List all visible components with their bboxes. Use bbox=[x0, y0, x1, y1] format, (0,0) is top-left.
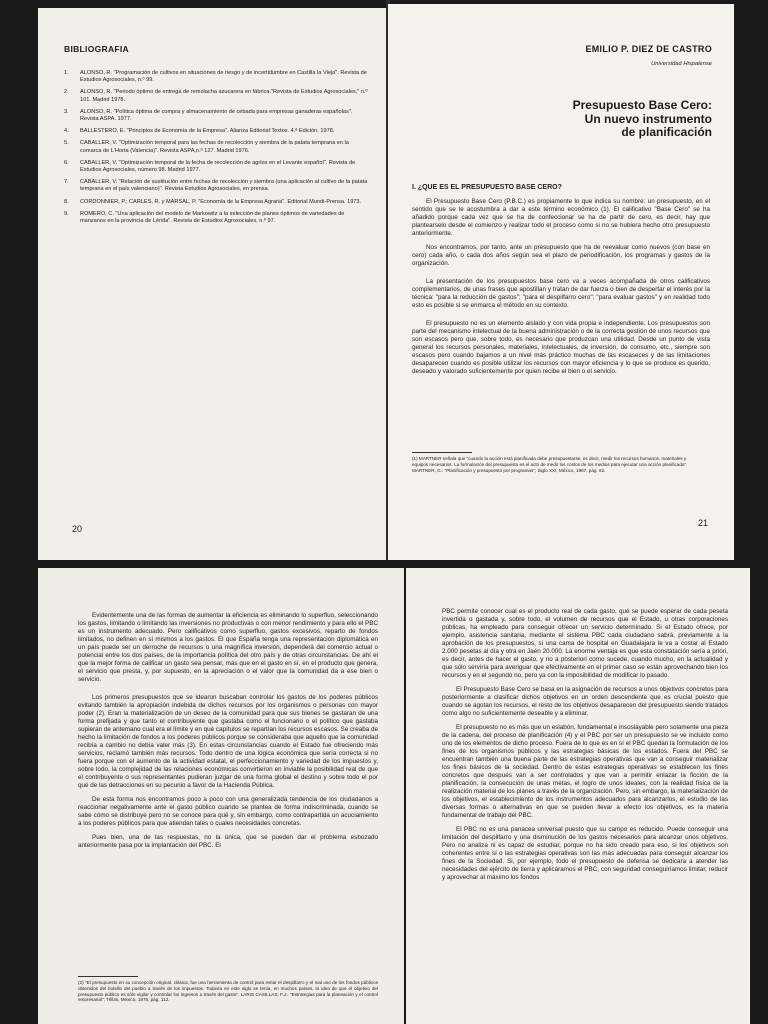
author-affiliation: Universidad Hispalense bbox=[651, 61, 712, 67]
body-text bbox=[442, 608, 728, 888]
paragraph: El presupuesto no es un elemento aislado y con vida propia e independiente. Los presupuestos son parte del mecanismo intelectual de la buena administración o de la correcta gestión de unos recursos que son escasos pero que, sobre todo, es necesario que produzcan una utilidad. Desde un punto de vista general los recursos personales, materiales, intelectuales, de inversión, de consumo, etc., siempre son escasos pero cuando bajamos a un nivel más práctico muchas de las escaseces y de las limitaciones desaparecen cuando es posible utilizar los recursos con mayor eficiencia y lo que se produce es querido, deseado y valorado suficientemente por quien recibe el bien o el servicio. bbox=[412, 320, 710, 375]
reference-text: CORDONNIER, P.; CARLES, R. y MARSAL, P. "Economía de la Empresa Agraria". Editorial Mundi-Prensa. 1973. bbox=[80, 198, 362, 205]
paragraph: Nos encontramos, por tanto, ante un presupuesto que ha de reevaluar como nuevos (con base en cero) cada año, o cada dos años según sea el plazo de periodificación, los programas y gastos de la organización. bbox=[412, 244, 710, 267]
paragraph: El Presupuesto Base Cero (P.B.C.) es propiamente lo que indica su nombre: un presupuesto, en el sentido que se le acostumbra a dar a este término económico (1). El calificativo "Base Cero" se ha añadido porque cada vez que se ha de confeccionar se ha de partir de cero, es decir, hay que plantearselo desde el comienzo y realizar todo el proceso como si no se hubiera hecho otro presupuesto anteriormente. bbox=[412, 198, 710, 237]
page-20 bbox=[38, 8, 386, 560]
reference-item bbox=[64, 89, 368, 103]
reference-number: 3. bbox=[64, 108, 69, 115]
reference-text: ALONSO, R. "Política óptima de compra y almacenamiento de cebada para empresas ganaderas españolas". Revista ASPA. 1977. bbox=[80, 108, 353, 123]
reference-number: 8. bbox=[64, 198, 69, 205]
section-heading: I. ¿QUE ES EL PRESUPUESTO BASE CERO? bbox=[412, 184, 562, 191]
paragraph: El Presupuesto Base Cero se basa en la asignación de recursos a unos objetivos concretos para posteriormente a clasificar dichos objetivos en un orden descendente que es crucial puesto que cuando se agotan los recursos, el resto de los objetivos desaparecen del presupuesto siendo tratados como algo no suficientemente deseable y a eliminar. bbox=[442, 686, 728, 717]
reference-text: BALLESTERO, E. "Principios de Economía de la Empresa". Alianza Editorial Textos. 4.ª Edición. 1978. bbox=[80, 128, 335, 135]
page-number-20: 20 bbox=[72, 524, 83, 534]
reference-text: CABALLER, V. "Optimización temporal de la fecha de recolección de agrios en el Levante español". Revista de Estudios Agrosociales, número 98. Madrid 1977. bbox=[80, 159, 356, 174]
title-line: de planificación bbox=[621, 125, 712, 139]
page-21 bbox=[388, 4, 734, 560]
bibliography-heading: BIBLIOGRAFIA bbox=[64, 44, 129, 54]
paragraph: El presupuesto no es más que un eslabón, fundamental e insoslayable pero solamente una pieza de la cadena, del proceso de planificación (4) y el PBC por ser un presupuesto se ve incluido como uno de los elementos de dicho proceso. Fuera de lo que es en sí el PBC quedan la formulación de los fines de los organismos públicos y las estrategias básicas de los estados. Fuera del PBC se encuentran también una buena parte de las estrategias operativas que van a conseguir materializar los fines básicos de la sociedad. Dentro de estas estrategias operativas se establecen los fines concretos que después van a ser controlados y que van a permitir enlazar la ficción de la planificación, la consecución de unas metas, el logro de unos ideales, con la realidad física de la realización material de los planes a través de la organización. Pero, sin embargo, la materialización de los objetivos, el establecimiento de los instrumentos adecuados para alcanzarlos, el estudio de las diversas formas o alternativas en que se pueden llevar a efecto los objetivos, es la materia fundamental de trabajo del PBC. bbox=[442, 724, 728, 819]
paragraph: La presentación de los presupuestos base cero va a veces acompañada de otros calificativos complementarios, de unas frases que apostillan y tratan de dar fuerza o bien de despertar el interés por la técnica: "para la reducción de gastos"; "para el despilfarro cero"; "para evaluar gastos" y en realidad todo esto es posible si se enmarca el método en su contexto. bbox=[412, 278, 710, 309]
reference-item bbox=[64, 128, 368, 135]
reference-text: ALONSO, R. "Programación de cultivos en situaciones de riesgo y de incertidumbre en Castilla la Vieja". Revista de Estudios Agrosociales, n.º 99. bbox=[80, 70, 367, 84]
reference-item bbox=[64, 160, 368, 174]
reference-item bbox=[64, 109, 368, 123]
reference-number: 7. bbox=[64, 179, 69, 186]
title-line: Un nuevo instrumento bbox=[584, 111, 712, 126]
reference-item bbox=[64, 140, 368, 154]
reference-item bbox=[64, 70, 368, 84]
paragraph: De esta forma nos encontramos poco a poco con una generalizada tendencia de los ciudadanos a reaccionar negativamente ante el gasto público cuando se plantea de forma indiscriminada, cuando se sabe cómo se distribuye pero no se conoce para qué y, sin embargo, como contrapartida un acuciamiento a los poderes públicos para que atiendan tales o cuales necesidades concretas. bbox=[78, 796, 378, 827]
paragraph: Evidentemente una de las formas de aumentar la eficiencia es eliminando lo superfluo, seleccionando los gastos, limitando o limitando las inversiones no productivas o con menor rendimiento y para ello el PBC es un instrumento adecuado. Pero calificativos como superfluo, gastos excesivos, reparto de fondos limitados, no definen en sí mismos a los gastos. El que España tenga una representación diplomática en un país puede ser un derroche de recursos o una magnífica inversión, dependerá del comercio actual o potencial entre los dos países, de la importancia política del otro país y de otras circunstancias. De ahí el que la mejor forma de calificar un gasto sea pensar, más que en el gasto en sí, en el producto que genera, el servicio que presta, y, por supuesto, en la apreciación o el valor que la comunidad da a ese bien o servicio. bbox=[78, 612, 378, 683]
body-text bbox=[78, 612, 378, 856]
author-name: EMILIO P. DIEZ DE CASTRO bbox=[585, 44, 712, 54]
page-number-21: 21 bbox=[697, 518, 708, 528]
page-23 bbox=[406, 568, 750, 1024]
body-text bbox=[412, 198, 710, 382]
footnote bbox=[78, 980, 378, 1009]
reference-number: 9. bbox=[64, 210, 69, 217]
reference-number: 6. bbox=[64, 159, 69, 166]
footnote-text: (2) "El presupuesto en su concepción original, clásica, fue una herramienta de control para evitar el despilfarro y el mal uso de los fondos públicos obtenidos del bolsillo del pueblo a través de los impuestos. Todavía en este siglo se tenía, en muchos países, la idea de que el objetivo del presupuesto público es sólo vigilar y controlar los ingresos a través del gasto". LARIS CASILLAS, F.J.: "Estrategias para la planeación y el control empresarial"; Trillas, México, 1976, pág. 112. bbox=[78, 980, 378, 1003]
footnote: (1) MARTNER señala que "cuando la acción está planificada debe presupuestarse, es decir, medir los recursos humanos, materiales y equipos necesarios. La formulación del presupuesto es el acto de medir los costos de los medios para ejecutar una acción planificada". MARTNER, G.: "Planificación y presupuesto por programas"; Siglo XXI, México, 1967, pág. 62. bbox=[412, 456, 688, 473]
reference-item bbox=[64, 211, 368, 225]
paragraph: Pues bien, una de las respuestas, no la única, que se pueden dar el problema esbozado anteriormente pasa por la implantación del PBC. El bbox=[78, 834, 378, 849]
reference-item bbox=[64, 179, 368, 193]
reference-list bbox=[64, 70, 368, 230]
paragraph: El PBC no es una panacea universal puesto que su campo es reducido. Puede conseguir una limitación del despilfarro y una disminución de los gastos necesarios para alcanzar unos objetivos. Pero no analiza ni es capaz de estudiar, porque no ha sido creado para eso, si los objetivos son coherentes entre sí o las estrategias operativas son las más adecuadas para conseguir alcanzar los fines de la Sociedad. Si, por ejemplo, todo el presupuesto de defensa se dedicara a atender las necesidades del ejército de tierra y aplicáramos el PBC, con seguridad conseguiríamos limitar, reducir y aprovechar al máximo los fondos bbox=[442, 826, 728, 881]
footnote-rule bbox=[78, 976, 138, 977]
paragraph: PBC permite conocer cual es el producto real de cada gasto, qué se puede esperar de cada peseta invertida o gastada y, sobre todo, el volumen de recursos que el Estado, u otras corporaciones públicas, ha empleado para conseguir ofrecer un servicio determinado. Si el Estado ofrece, por ejemplo, asistencia sanitaria, mediante el sistema PBC cada ciudadano sabrá, previamente a la aprobación de los presupuestos, si una cama de hospital en Guadalajara le va a costar al Estado 2.000 pesetas al día y otra en Jaén 20.000. La enorme ventaja es que esta constatación sería a priori, es decir, antes de hacer el gasto, y no a posteriori como sucede, cuando mucho, en la actualidad y que sólo serviría para averiguar que efectivamente en el primer caso se están aprovechando bien los recursos y en el segundo no, pero ya con la imposibilidad de modificar lo pasado. bbox=[442, 608, 728, 679]
reference-number: 2. bbox=[64, 89, 69, 96]
article-title bbox=[522, 99, 712, 140]
reference-number: 1. bbox=[64, 70, 69, 76]
reference-number: 4. bbox=[64, 128, 69, 135]
title-line: Presupuesto Base Cero: bbox=[572, 98, 712, 112]
paragraph: Los primeros presupuestos que se idearon buscaban controlar los gastos de los poderes públicos evitando también la apropiación indebida de dichos recursos por los organismos o personas con mayor poder (2). Eran la materialización de un deseo de la comunidad para que sus bienes se gastaran de una forma prefijada y que tanto el contribuyente que gastaba como el funcionario o el político que gastaba supieran de antemano cual era el límite y en qué capítulos se repartían los recursos escasos. Se creaba de hecho la limitación de fondos a los poderes públicos porque se consideraba que aquello que la comunidad recibía a cambio no debía valer más (3). En estas circunstancias cuando el Estado fue ofreciendo más servicios, reclamó también más recursos. Todo dentro de una lógica económica que sería correcta si no fuera porque con el aumento de la actividad estatal, el perfeccionamiento y variedad de los impuestos y, sobre todo, la complejidad de las relaciones económicas convirtieron en inviable la posibilidad real de que el contribuyente o sus representantes pudieran juzgar de una forma global el destino y sobre todo el por qué de las detracciones en su pecunio a favor de la Hacienda Pública. bbox=[78, 694, 378, 789]
reference-text: ROMERO, C. "Una aplicación del modelo de Markowitz a la selección de planes óptimos de variedades de manzanos en la provincia de Lérida". Revista de Estudios Agrosociales, n.º 97. bbox=[80, 210, 345, 225]
reference-text: CABALLER, V. "Optimización temporal para las fechas de recolección y siembra de la patata temprana en la comarca de L'Horta (Valencia)". Revista ASPA,n.º 127. Madrid 1976. bbox=[80, 140, 349, 154]
footnote-rule bbox=[412, 452, 472, 453]
reference-text: CABALLER, V. "Relación de sustitución entre fechas de recolección y siembra (una aplicación al cultivo de la patata temprana en el país valenciano)". Revista Estudios Agrosociales, en prensa. bbox=[80, 179, 368, 193]
reference-item bbox=[64, 199, 368, 206]
page-22 bbox=[38, 568, 404, 1024]
reference-text: ALONSO, R. "Periodo óptimo de entrega de remolacha azucarera en fábrica."Revista de Estudios Agrosociales," n.º 101. Madrid 1978. bbox=[80, 89, 368, 103]
reference-number: 5. bbox=[64, 140, 69, 147]
